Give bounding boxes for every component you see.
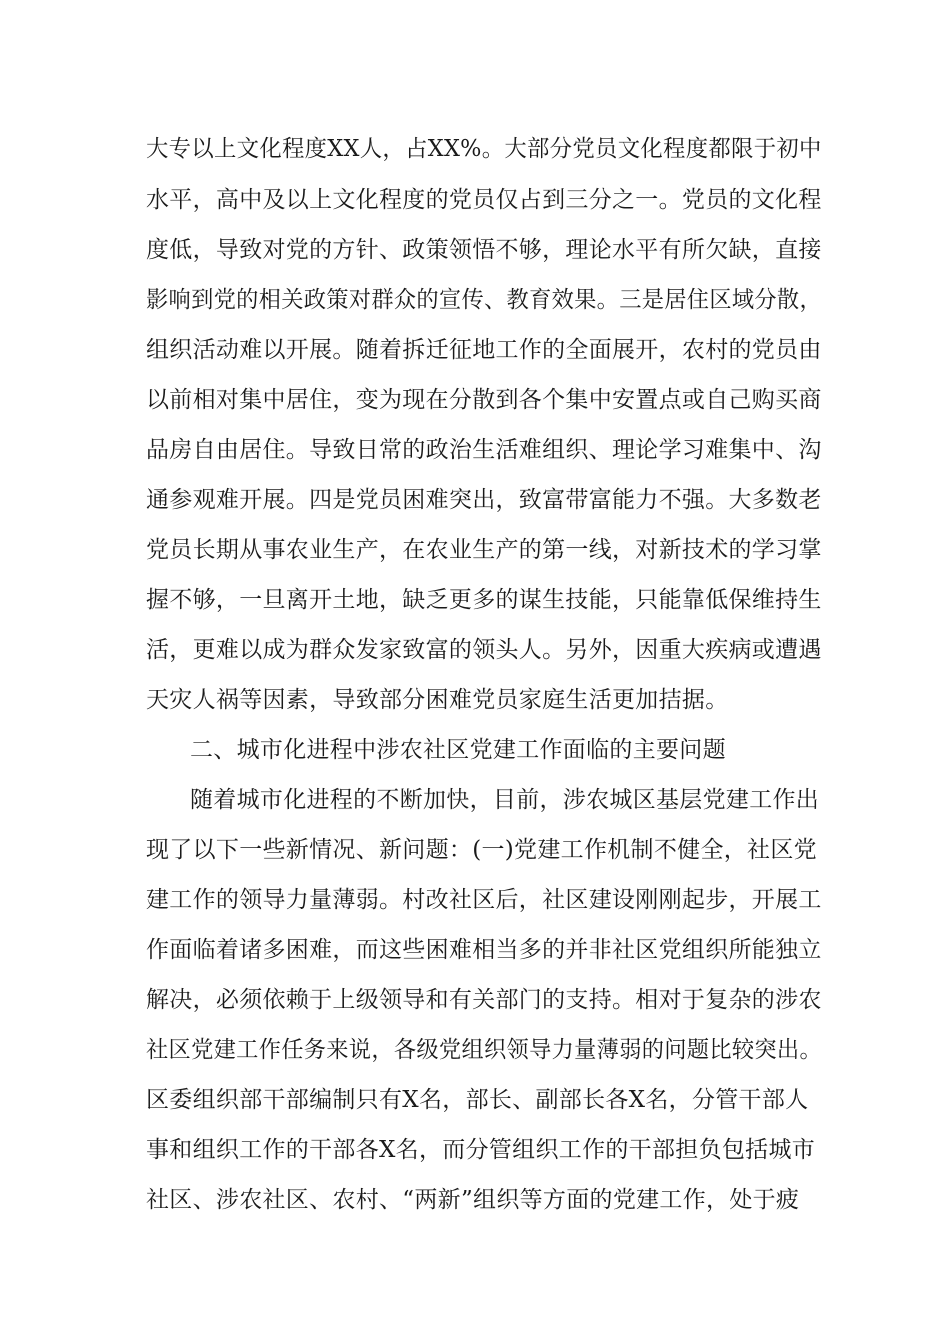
text-line: 现了以下一些新情况、新问题：(一)党建工作机制不健全，社区党 [146, 837, 817, 863]
text-line: 建工作的领导力量薄弱。村改社区后，社区建设刚刚起步，开展工 [146, 887, 822, 913]
text-line: 区委组织部干部编制只有X名，部长、副部长各X名，分管干部人 [146, 1087, 809, 1113]
text-line: 天灾人祸等因素，导致部分困难党员家庭生活更加拮据。 [146, 687, 729, 713]
text-line: 活，更难以成为群众发家致富的领头人。另外，因重大疾病或遭遇 [146, 637, 822, 663]
text-line: 作面临着诸多困难，而这些困难相当多的并非社区党组织所能独立 [146, 937, 822, 963]
text-line: 度低，导致对党的方针、政策领悟不够，理论水平有所欠缺，直接 [146, 237, 822, 263]
text-line: 随着城市化进程的不断加快，目前，涉农城区基层党建工作出 [190, 787, 820, 813]
text-line: 党员长期从事农业生产，在农业生产的第一线，对新技术的学习掌 [146, 537, 822, 563]
text-line: 以前相对集中居住，变为现在分散到各个集中安置点或自己购买商 [146, 387, 822, 413]
text-line: 水平，高中及以上文化程度的党员仅占到三分之一。党员的文化程 [146, 187, 822, 213]
text-line: 影响到党的相关政策对群众的宣传、教育效果。三是居住区域分散， [146, 287, 823, 313]
text-line: 握不够，一旦离开土地，缺乏更多的谋生技能，只能靠低保维持生 [146, 587, 822, 613]
text-line: 大专以上文化程度XX人，占XX%。大部分党员文化程度都限于初中 [146, 136, 822, 162]
text-line: 社区党建工作任务来说，各级党组织领导力量薄弱的问题比较突出。 [146, 1037, 823, 1063]
text-line: 社区、涉农社区、农村、“两新”组织等方面的党建工作，处于疲 [146, 1187, 800, 1213]
text-line: 通参观难开展。四是党员困难突出，致富带富能力不强。大多数老 [146, 487, 822, 513]
text-line: 解决，必须依赖于上级领导和有关部门的支持。相对于复杂的涉农 [146, 987, 822, 1013]
text-line: 品房自由居住。导致日常的政治生活难组织、理论学习难集中、沟 [146, 437, 822, 463]
section-heading: 二、城市化进程中涉农社区党建工作面临的主要问题 [190, 737, 726, 763]
text-line: 事和组织工作的干部各X名，而分管组织工作的干部担负包括城市 [146, 1137, 816, 1163]
text-line: 组织活动难以开展。随着拆迁征地工作的全面展开，农村的党员由 [146, 337, 822, 363]
